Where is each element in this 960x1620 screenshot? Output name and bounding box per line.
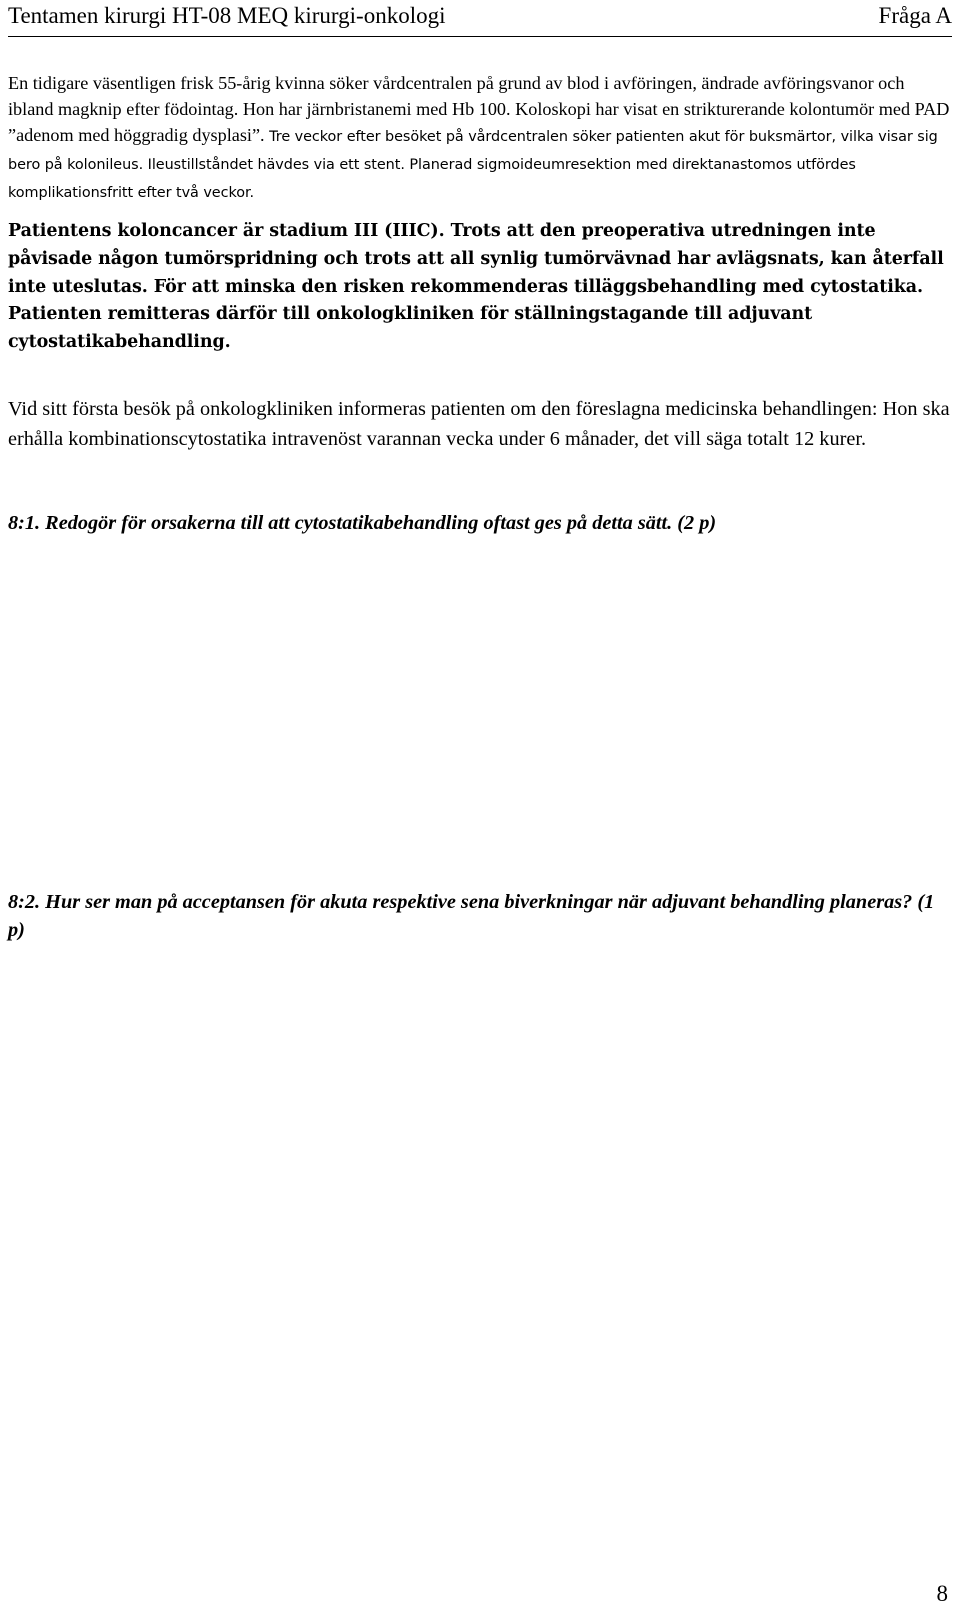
treatment-paragraph: Vid sitt första besök på onkologkliniken informeras patienten om den föreslagna medicinska behandlingen: Hon ska erhålla kombinationscytostatika intravenöst varannan vecka under 6 månader, det vill säga totalt 12 kurer.: [8, 398, 950, 450]
question-8-1: 8:1. Redogör för orsakerna till att cytostatikabehandling oftast ges på detta sätt. (2 p): [8, 512, 717, 534]
staging-paragraph: Patientens koloncancer är stadium III (IIIC). Trots att den preoperativa utredningen inte påvisade någon tumörspridning och trots att all synlig tumörvävnad har avlägsnats, kan återfall inte uteslutas. För att minska den risken rekommenderas tilläggsbehandling med cytostatika. Patienten remitteras därför till onkologkliniken för ställningstagande till adjuvant cytostatikabehandling.: [8, 221, 944, 353]
exam-title: Tentamen kirurgi HT-08 MEQ kirurgi-onkologi: [8, 3, 446, 28]
question-label: Fråga A: [878, 3, 952, 28]
case-intro-sans-text: Tre veckor efter besöket på vårdcentralen söker patienten akut för buksmärtor, vilka visar sig bero på kolonileus. Ileustillståndet hävdes via ett stent. Planerad sigmoideumresektion med direktanastomos utfördes komplikationsfritt efter två veckor.: [8, 129, 938, 201]
question-8-2: 8:2. Hur ser man på acceptansen för akuta respektive sena biverkningar när adjuvant behandling planeras? (1 p): [8, 891, 935, 941]
case-intro-paragraph: [8, 70, 953, 206]
page-number: 8: [936, 1581, 948, 1606]
case-intro-serif-text: En tidigare väsentligen frisk 55-årig kvinna söker vårdcentralen på grund av blod i avföringen, ändrade avföringsvanor och ibland magknip efter födointag. Hon har järnbristanemi med Hb 100. Koloskopi har visat en strikturerande kolontumör med PAD ”adenom med höggradig dysplasi”.: [8, 73, 950, 145]
page-header: [8, 2, 952, 37]
